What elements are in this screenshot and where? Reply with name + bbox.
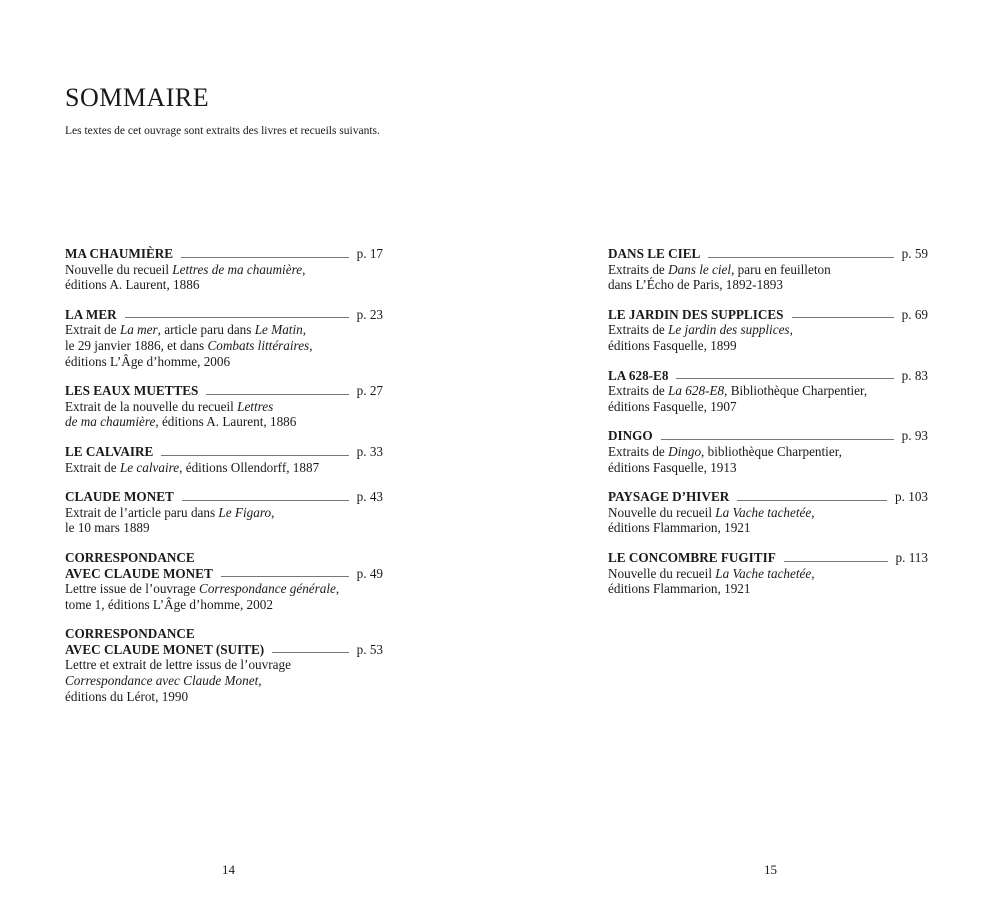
- work-title: La mer: [119, 322, 158, 338]
- entry-page-ref: p. 83: [901, 367, 928, 383]
- toc-entry: [608, 368, 928, 415]
- leader-line: [125, 317, 349, 318]
- toc-entry: [608, 307, 928, 354]
- work-title: Lettres: [237, 398, 274, 414]
- entry-heading: CORRESPONDANCE: [65, 626, 195, 642]
- description-text: ,: [271, 504, 275, 520]
- description-text: Extrait de l’article paru dans: [65, 504, 219, 520]
- description-text: éditions Flammarion, 1921: [608, 520, 751, 536]
- entry-page-ref: p. 27: [356, 383, 383, 399]
- entry-description-line: [608, 566, 928, 582]
- entry-description-line: [65, 673, 383, 689]
- description-text: , article paru dans: [157, 322, 255, 338]
- entry-description-line: [608, 505, 928, 521]
- entry-description-line: [65, 460, 383, 476]
- toc-right-column: [608, 246, 928, 611]
- toc-entry: [65, 550, 383, 612]
- entry-description-line: [608, 399, 928, 415]
- work-title: Correspondance générale: [199, 581, 336, 597]
- work-title: Correspondance avec Claude Monet: [65, 673, 259, 689]
- entry-page-ref: p. 93: [901, 428, 928, 444]
- entry-description-line: [608, 338, 928, 354]
- toc-entry: [65, 444, 383, 475]
- toc-entry: [608, 489, 928, 536]
- entry-heading: LA 628-E8: [608, 367, 669, 383]
- entry-description-line: [65, 689, 383, 705]
- leader-line: [737, 500, 887, 501]
- description-text: le 10 mars 1889: [65, 520, 150, 536]
- description-text: Extrait de: [65, 459, 120, 475]
- toc-entry: [65, 489, 383, 536]
- description-text: ,: [789, 322, 793, 338]
- entry-description-line: [65, 354, 383, 370]
- page-number-right: 15: [764, 862, 777, 877]
- description-text: , bibliothèque Charpentier,: [701, 443, 842, 459]
- entry-heading: AVEC CLAUDE MONET: [65, 565, 213, 581]
- entry-page-ref: p. 23: [356, 306, 383, 322]
- entry-description-line: [65, 505, 383, 521]
- entry-description-line: [65, 277, 383, 293]
- toc-entry: [65, 383, 383, 430]
- entry-description-line: [608, 262, 928, 278]
- leader-line: [708, 257, 893, 258]
- toc-left-column: [65, 246, 383, 718]
- description-text: ,: [302, 322, 307, 338]
- entry-page-ref: p. 43: [356, 489, 383, 505]
- leader-line: [661, 439, 894, 440]
- description-text: , éditions A. Laurent, 1886: [155, 414, 297, 430]
- description-text: ,: [258, 673, 262, 689]
- toc-entry: [608, 246, 928, 293]
- description-text: , paru en feuilleton: [731, 261, 831, 277]
- work-title: Le calvaire: [119, 459, 180, 475]
- description-text: Lettre issue de l’ouvrage: [65, 581, 200, 597]
- entry-heading: CORRESPONDANCE: [65, 549, 195, 565]
- description-text: Extrait de: [65, 322, 120, 338]
- entry-description-line: [608, 383, 928, 399]
- work-title: La Vache tachetée: [715, 504, 812, 520]
- description-text: éditions Fasquelle, 1907: [608, 398, 737, 414]
- page-number-left: 14: [222, 862, 235, 877]
- work-title: La 628-E8: [668, 383, 725, 399]
- description-text: éditions Flammarion, 1921: [608, 581, 751, 597]
- entry-heading: LE CONCOMBRE FUGITIF: [608, 549, 776, 565]
- description-text: Extraits de: [608, 322, 669, 338]
- description-text: Lettre et extrait de lettre issus de l’ouvrage: [65, 657, 291, 673]
- description-text: Extraits de: [608, 383, 669, 399]
- description-text: Nouvelle du recueil: [608, 565, 716, 581]
- work-title: Dingo: [668, 443, 702, 459]
- entry-description-line: [65, 322, 383, 338]
- entry-description-line: [608, 322, 928, 338]
- description-text: Nouvelle du recueil: [65, 261, 173, 277]
- entry-page-ref: p. 49: [356, 565, 383, 581]
- description-text: Nouvelle du recueil: [608, 504, 716, 520]
- work-title: Combats littéraires: [207, 337, 310, 353]
- entry-heading: AVEC CLAUDE MONET (SUITE): [65, 641, 265, 657]
- intro-text: Les textes de cet ouvrage sont extraits des livres et recueils suivants.: [65, 125, 380, 137]
- leader-line: [181, 257, 349, 258]
- description-text: éditions Fasquelle, 1913: [608, 459, 737, 475]
- entry-description-line: [65, 657, 383, 673]
- entry-heading: MA CHAUMIÈRE: [65, 246, 174, 261]
- entry-heading: DANS LE CIEL: [608, 246, 701, 261]
- entry-description-line: [608, 277, 928, 293]
- entry-heading: LE CALVAIRE: [65, 443, 154, 459]
- leader-line: [792, 317, 894, 318]
- leader-line: [272, 652, 348, 653]
- entry-heading: PAYSAGE D’HIVER: [608, 489, 730, 505]
- entry-description-line: [65, 581, 383, 597]
- work-title: La Vache tachetée: [715, 565, 812, 581]
- description-text: , éditions Ollendorff, 1887: [179, 459, 320, 475]
- description-text: Extraits de: [608, 261, 669, 277]
- entry-page-ref: p. 69: [901, 306, 928, 322]
- leader-line: [206, 394, 348, 395]
- description-text: éditions Fasquelle, 1899: [608, 337, 737, 353]
- leader-line: [784, 561, 888, 562]
- toc-entry: [65, 246, 383, 293]
- work-title: Le Figaro: [218, 504, 272, 520]
- toc-entry: [608, 550, 928, 597]
- work-title: Lettres de ma chaumière: [172, 261, 303, 277]
- leader-line: [221, 576, 349, 577]
- description-text: tome 1, éditions L’Âge d’homme, 2002: [65, 596, 273, 612]
- entry-description-line: [608, 444, 928, 460]
- work-title: Le jardin des supplices: [668, 322, 790, 338]
- entry-description-line: [65, 338, 383, 354]
- page-title: SOMMAIRE: [65, 83, 210, 112]
- entry-description-line: [65, 262, 383, 278]
- toc-entry: [608, 428, 928, 475]
- entry-heading: CLAUDE MONET: [65, 489, 174, 505]
- entry-page-ref: p. 33: [356, 443, 383, 459]
- entry-heading: LE JARDIN DES SUPPLICES: [608, 306, 784, 322]
- description-text: ,: [309, 337, 313, 353]
- entry-page-ref: p. 17: [356, 246, 383, 261]
- entry-page-ref: p. 53: [356, 641, 383, 657]
- entry-description-line: [65, 597, 383, 613]
- entry-page-ref: p. 113: [895, 549, 928, 565]
- toc-entry: [65, 307, 383, 369]
- leader-line: [182, 500, 349, 501]
- description-text: éditions A. Laurent, 1886: [65, 277, 200, 293]
- description-text: éditions L’Âge d’homme, 2006: [65, 353, 231, 369]
- description-text: le 29 janvier 1886, et dans: [65, 337, 208, 353]
- entry-heading: DINGO: [608, 428, 653, 444]
- entry-description-line: [65, 520, 383, 536]
- entry-page-ref: p. 103: [895, 489, 928, 505]
- description-text: ,: [335, 581, 340, 597]
- entry-description-line: [608, 460, 928, 476]
- description-text: ,: [302, 261, 306, 277]
- work-title: Le Matin: [254, 322, 303, 338]
- description-text: dans L’Écho de Paris, 1892-1893: [608, 277, 783, 293]
- description-text: Extrait de la nouvelle du recueil: [65, 398, 238, 414]
- description-text: éditions du Lérot, 1990: [65, 688, 189, 704]
- description-text: Extraits de: [608, 443, 669, 459]
- entry-description-line: [65, 414, 383, 430]
- leader-line: [161, 455, 348, 456]
- entry-description-line: [608, 520, 928, 536]
- leader-line: [676, 378, 893, 379]
- description-text: , Bibliothèque Charpentier,: [724, 383, 868, 399]
- entry-description-line: [608, 581, 928, 597]
- description-text: ,: [811, 504, 815, 520]
- entry-description-line: [65, 399, 383, 415]
- entry-heading: LES EAUX MUETTES: [65, 383, 199, 399]
- description-text: ,: [811, 565, 815, 581]
- entry-page-ref: p. 59: [901, 246, 928, 261]
- work-title: de ma chaumière: [65, 414, 156, 430]
- work-title: Dans le ciel: [668, 261, 732, 277]
- toc-entry: [65, 626, 383, 704]
- entry-heading: LA MER: [65, 306, 117, 322]
